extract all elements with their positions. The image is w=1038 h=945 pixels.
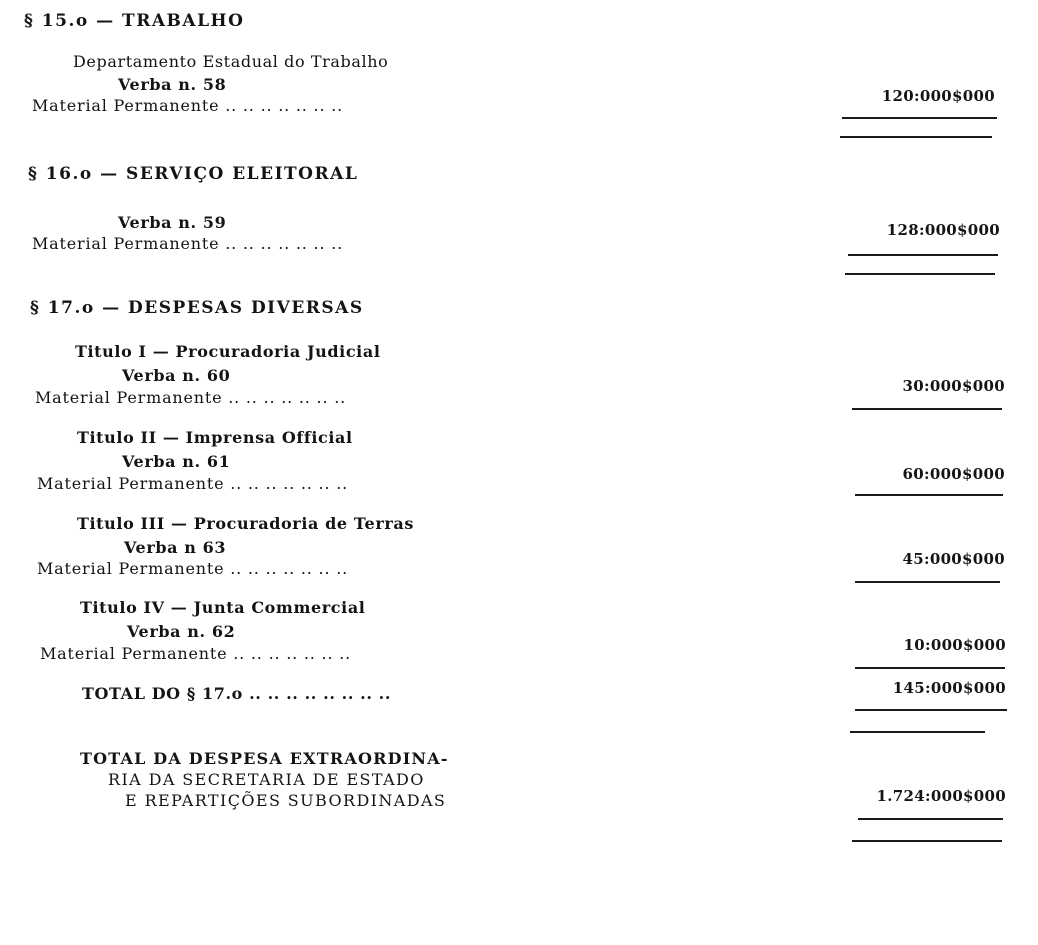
grand-total-amount: 1.724:000$000 xyxy=(876,787,1006,805)
section-15-item-line: Material Permanente .. .. .. .. .. .. .. xyxy=(32,96,343,115)
section-16-rule-2 xyxy=(845,273,995,275)
section-15-heading: § 15.o — TRABALHO xyxy=(24,11,245,31)
title-2-rule xyxy=(855,494,1003,496)
section-15-department: Departamento Estadual do Trabalho xyxy=(73,52,389,71)
section-15-verba: Verba n. 58 xyxy=(118,75,227,94)
title-4-rule xyxy=(855,667,1005,669)
section-17-total-rule-2 xyxy=(850,731,985,733)
title-3-rule xyxy=(855,581,1000,583)
section-16-item-line: Material Permanente .. .. .. .. .. .. .. xyxy=(32,234,343,253)
section-16-rule-1 xyxy=(848,254,998,256)
section-15-amount: 120:000$000 xyxy=(881,87,995,105)
section-15-rule-1 xyxy=(842,117,997,119)
section-16-heading: § 16.o — SERVIÇO ELEITORAL xyxy=(28,164,359,184)
section-16-amount: 128:000$000 xyxy=(886,221,1000,239)
section-17-total-line: TOTAL DO § 17.o .. .. .. .. .. .. .. .. xyxy=(82,684,392,703)
title-2-amount: 60:000$000 xyxy=(902,465,1005,483)
title-1-rule xyxy=(852,408,1002,410)
grand-total-rule-2 xyxy=(852,840,1002,842)
title-1-heading: Titulo I — Procuradoria Judicial xyxy=(75,342,381,361)
title-1-verba: Verba n. 60 xyxy=(122,366,231,385)
title-4-amount: 10:000$000 xyxy=(903,636,1006,654)
title-4-verba: Verba n. 62 xyxy=(127,622,236,641)
title-1-item-line: Material Permanente .. .. .. .. .. .. .. xyxy=(35,388,346,407)
title-1-amount: 30:000$000 xyxy=(902,377,1005,395)
grand-total-line-3: E REPARTIÇÕES SUBORDINADAS xyxy=(125,791,447,810)
title-2-verba: Verba n. 61 xyxy=(122,452,231,471)
title-4-item-line: Material Permanente .. .. .. .. .. .. .. xyxy=(40,644,351,663)
title-4-heading: Titulo IV — Junta Commercial xyxy=(80,598,366,617)
section-17-heading: § 17.o — DESPESAS DIVERSAS xyxy=(30,298,364,318)
title-3-heading: Titulo III — Procuradoria de Terras xyxy=(77,514,414,533)
section-17-total-rule-1 xyxy=(855,709,1007,711)
title-2-heading: Titulo II — Imprensa Official xyxy=(77,428,353,447)
section-15-rule-2 xyxy=(840,136,992,138)
title-3-item-line: Material Permanente .. .. .. .. .. .. .. xyxy=(37,559,348,578)
grand-total-line-2: RIA DA SECRETARIA DE ESTADO xyxy=(108,770,425,789)
title-3-amount: 45:000$000 xyxy=(902,550,1005,568)
grand-total-line-1: TOTAL DA DESPESA EXTRAORDINA- xyxy=(80,749,449,768)
section-16-verba: Verba n. 59 xyxy=(118,213,227,232)
title-2-item-line: Material Permanente .. .. .. .. .. .. .. xyxy=(37,474,348,493)
title-3-verba: Verba n 63 xyxy=(124,538,227,557)
section-17-total-amount: 145:000$000 xyxy=(892,679,1006,697)
grand-total-rule-1 xyxy=(858,818,1003,820)
